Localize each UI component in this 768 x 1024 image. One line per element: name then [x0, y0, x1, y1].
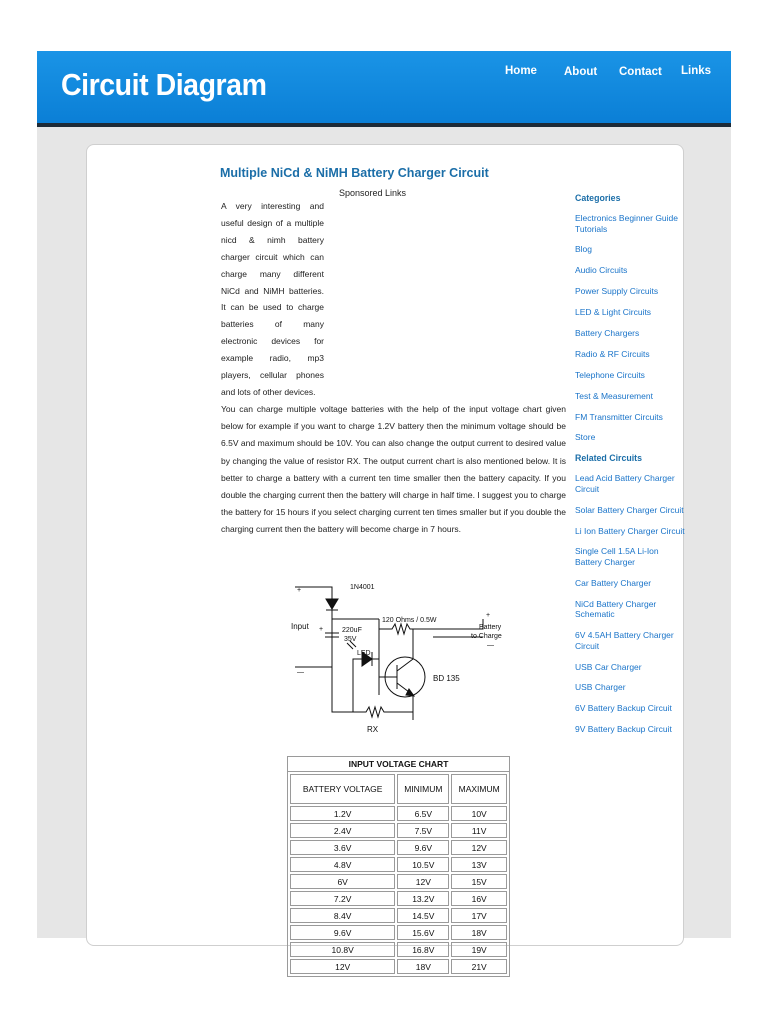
table-row — [290, 857, 507, 872]
table-header-row — [290, 774, 507, 804]
table-cell: 12V — [290, 959, 395, 974]
battery-minus: — — [487, 642, 494, 649]
related-circuit-link[interactable]: USB Charger — [575, 682, 626, 693]
table-row — [290, 925, 507, 940]
related-circuit-link[interactable]: Solar Battery Charger Circuit — [575, 504, 684, 515]
table-cell: 10.5V — [397, 857, 449, 872]
category-link[interactable]: Telephone Circuits — [575, 369, 645, 380]
table-cell: 6V — [290, 874, 395, 889]
table-cell: 16.8V — [397, 942, 449, 957]
table-cell: 10V — [451, 806, 507, 821]
category-link[interactable]: Test & Measurement — [575, 390, 653, 401]
table-cell: 4.8V — [290, 857, 395, 872]
table-cell: 2.4V — [290, 823, 395, 838]
related-circuit-link[interactable]: 6V 4.5AH Battery Charger Circuit — [575, 630, 674, 651]
capacitor-plus: + — [319, 626, 324, 633]
category-link[interactable]: Power Supply Circuits — [575, 286, 659, 297]
table-cell: 9.6V — [397, 840, 449, 855]
category-link[interactable]: Electronics Beginner Guide Tutorials — [575, 213, 679, 234]
nav-contact[interactable]: Contact — [619, 66, 662, 78]
capacitor-value: 220uF — [342, 627, 362, 634]
table-row — [290, 874, 507, 889]
article-body: You can charge multiple voltage batteries with the help of the input voltage chart given below for example if you want to charge 1.2V battery then the minimum voltage should be 6.5V and maximum should be 10V. You can also change the output current to desired value by changing the value of resistor RX. The output current chart is also mentioned below. It is better to charge a battery with a current ten time smaller then the battery capacity. If you double the charging current then the battery will charge in half time. I suggest you to charge the battery for 15 hours if you select charging current ten times smaller but if you double the charging current then the battery will become charge in 7 hours. — [221, 404, 566, 535]
table-cell: 12V — [451, 840, 507, 855]
table-cell: 15V — [451, 874, 507, 889]
resistor-label: 120 Ohms / 0.5W — [382, 617, 437, 624]
sponsored-links-label: Sponsored Links — [339, 188, 407, 198]
table-cell: 15.6V — [397, 925, 449, 940]
related-circuit-link[interactable]: Lead Acid Battery Charger Circuit — [575, 473, 675, 494]
table-row — [290, 840, 507, 855]
nav-about[interactable]: About — [564, 66, 598, 78]
table-cell: 16V — [451, 891, 507, 906]
input-minus: — — [297, 669, 304, 676]
table-cell: 18V — [451, 925, 507, 940]
table-cell: 13V — [451, 857, 507, 872]
category-link[interactable]: Store — [575, 432, 596, 443]
table-cell: 13.2V — [397, 891, 449, 906]
charger-circuit-diagram — [283, 577, 523, 735]
capacitor-voltage: 35V — [344, 636, 357, 643]
table-cell: 21V — [451, 959, 507, 974]
related-circuit-link[interactable]: USB Car Charger — [575, 661, 642, 672]
table-cell: 14.5V — [397, 908, 449, 923]
rx-label: RX — [367, 725, 379, 734]
table-cell: 9.6V — [290, 925, 395, 940]
article-title: Multiple NiCd & NiMH Battery Charger Circuit — [220, 166, 489, 180]
page-frame — [37, 51, 731, 972]
header-battery-voltage: BATTERY VOLTAGE — [290, 774, 395, 804]
table-row — [290, 908, 507, 923]
related-list — [575, 473, 685, 734]
header-maximum: MAXIMUM — [451, 774, 507, 804]
table-cell: 7.2V — [290, 891, 395, 906]
related-circuit-link[interactable]: 6V Battery Backup Circuit — [575, 703, 672, 714]
nav-home[interactable]: Home — [505, 65, 537, 77]
site-header — [37, 51, 731, 127]
table-cell: 1.2V — [290, 806, 395, 821]
categories-heading: Categories — [575, 193, 621, 203]
category-link[interactable]: Audio Circuits — [575, 265, 628, 276]
categories-list — [575, 213, 685, 443]
battery-label-line2: to Charge — [471, 633, 502, 640]
content-card — [86, 144, 685, 972]
led-label: LED — [357, 650, 371, 657]
related-circuit-link[interactable]: 9V Battery Backup Circuit — [575, 724, 672, 735]
table-row — [290, 806, 507, 821]
category-link[interactable]: LED & Light Circuits — [575, 307, 652, 318]
table-cell: 11V — [451, 823, 507, 838]
related-circuit-link[interactable]: Single Cell 1.5A Li-Ion Battery Charger — [575, 546, 659, 567]
category-link[interactable]: FM Transmitter Circuits — [575, 411, 663, 422]
diode-label: 1N4001 — [350, 584, 375, 591]
table-cell: 8.4V — [290, 908, 395, 923]
table-cell: 17V — [451, 908, 507, 923]
category-link[interactable]: Battery Chargers — [575, 327, 640, 338]
sidebar — [575, 193, 685, 745]
transistor-label: BD 135 — [433, 674, 460, 683]
table-cell: 3.6V — [290, 840, 395, 855]
site-logo[interactable]: Circuit Diagram — [61, 67, 267, 102]
battery-plus: + — [486, 612, 491, 619]
category-link[interactable]: Radio & RF Circuits — [575, 348, 650, 359]
table-body — [290, 806, 507, 974]
table-row — [290, 891, 507, 906]
input-plus: + — [297, 587, 302, 594]
input-label: Input — [291, 622, 309, 631]
nav-links[interactable]: Links — [681, 65, 712, 77]
table-row — [290, 959, 507, 974]
related-circuit-link[interactable]: Car Battery Charger — [575, 577, 652, 588]
input-voltage-table — [287, 756, 510, 977]
table-cell: 7.5V — [397, 823, 449, 838]
battery-label-line1: Battery — [479, 624, 502, 631]
related-circuit-link[interactable]: NiCd Battery Charger Schematic — [575, 598, 657, 620]
header-minimum: MINIMUM — [397, 774, 449, 804]
table-caption: INPUT VOLTAGE CHART — [287, 756, 510, 771]
table-cell: 10.8V — [290, 942, 395, 957]
table-row — [290, 942, 507, 957]
table-row — [290, 823, 507, 838]
table-cell: 19V — [451, 942, 507, 957]
related-circuit-link[interactable]: Li Ion Battery Charger Circuit — [575, 525, 685, 536]
related-heading: Related Circuits — [575, 453, 642, 464]
article-intro: A very interesting and useful design of a multiple nicd & nimh battery charger circuit which can charge many different NiCd and NiMH batteries. It can be used to charge batteries of many electronic devices for example radio, mp3 players, cellular phones and lots of other devices. — [221, 201, 324, 397]
table-cell: 6.5V — [397, 806, 449, 821]
table-cell: 18V — [397, 959, 449, 974]
category-link[interactable]: Blog — [575, 244, 593, 255]
table-cell: 12V — [397, 874, 449, 889]
